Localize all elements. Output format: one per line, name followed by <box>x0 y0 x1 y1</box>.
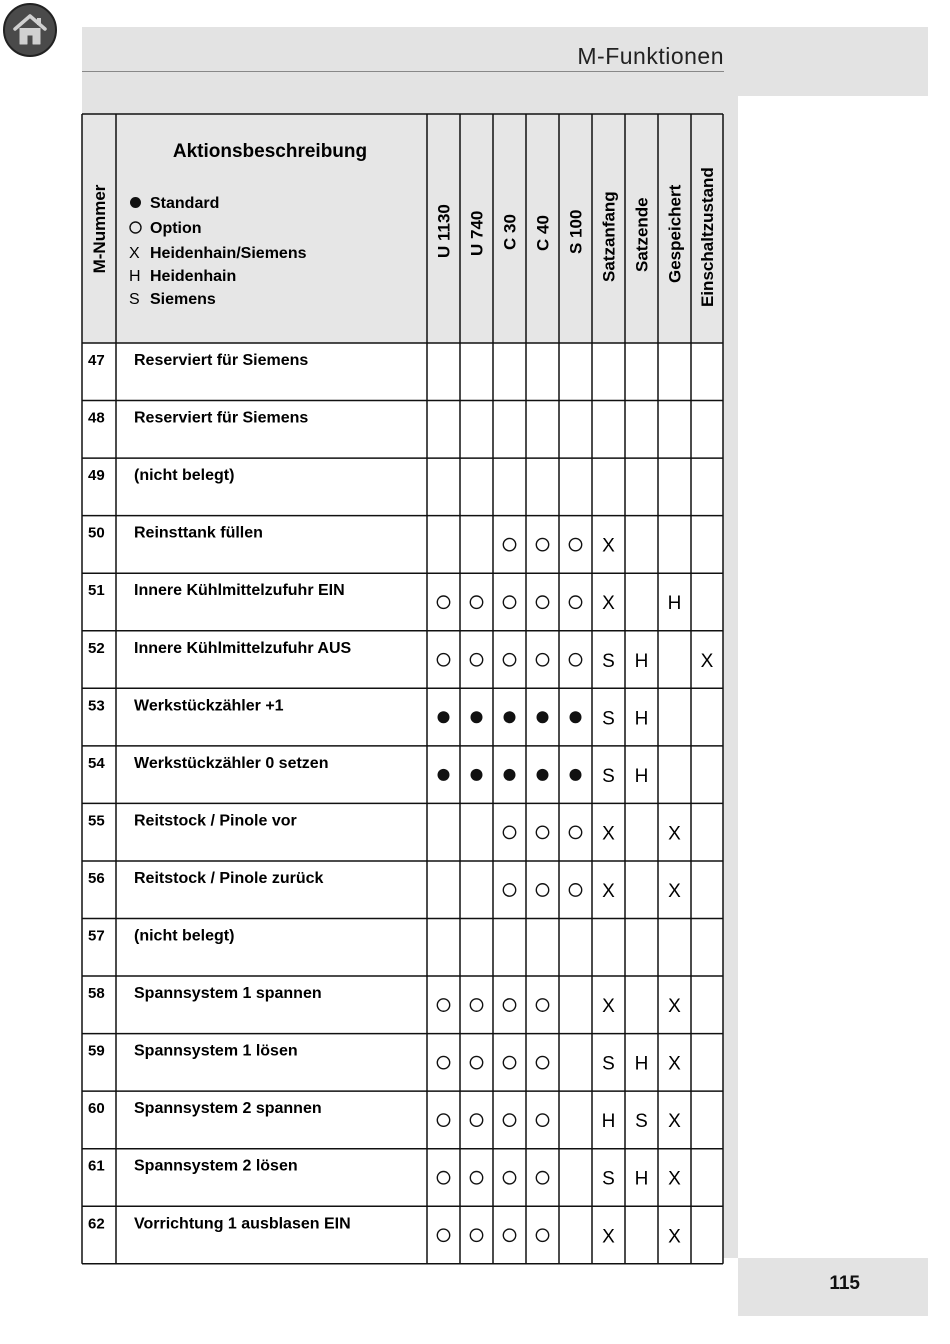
column-header: C 40 <box>533 215 553 251</box>
row-description: Spannsystem 1 lösen <box>134 1042 298 1060</box>
legend-symbol: X <box>129 245 140 262</box>
column-header: Einschaltzustand <box>698 167 717 307</box>
cell-symbol: X <box>700 650 714 672</box>
row-description: (nicht belegt) <box>134 467 235 485</box>
cell-symbol: H <box>667 593 682 615</box>
cell-symbol: X <box>668 1168 681 1190</box>
row-description: Reserviert für Siemens <box>134 352 309 369</box>
column-header: S 100 <box>566 209 586 254</box>
row-m-number: 58 <box>88 985 105 1003</box>
row-description: Werkstückzähler 0 setzen <box>134 754 329 772</box>
row-description: Innere Kühlmittelzufuhr AUS <box>134 639 352 657</box>
cell-symbol: X <box>602 593 615 615</box>
legend-symbol: S <box>129 291 140 308</box>
column-header: U 1130 <box>434 204 454 258</box>
row-description: Reitstock / Pinole zurück <box>134 869 324 887</box>
filled-dot-icon <box>471 769 483 781</box>
cell-symbol: X <box>668 1111 681 1133</box>
cell-symbol: H <box>634 1168 649 1190</box>
m-nummer-header: M-Nummer <box>90 184 109 274</box>
filled-dot-icon <box>130 197 141 208</box>
cell-symbol: H <box>634 1053 649 1075</box>
cell-symbol: X <box>602 1226 615 1248</box>
row-m-number: 49 <box>88 467 105 485</box>
column-header: U 740 <box>467 210 487 256</box>
cell-symbol: H <box>634 650 649 672</box>
row-description: Werkstückzähler +1 <box>134 697 284 715</box>
column-header: C 30 <box>500 214 520 250</box>
row-m-number: 57 <box>88 927 105 945</box>
cell-symbol: H <box>601 1111 616 1133</box>
column-header: Satzende <box>632 197 652 272</box>
filled-dot-icon <box>537 711 549 723</box>
page-title: M-Funktionen <box>577 43 724 69</box>
filled-dot-icon <box>504 711 516 723</box>
cell-symbol: S <box>602 1168 615 1190</box>
row-m-number: 53 <box>88 697 105 715</box>
row-m-number: 54 <box>88 754 105 772</box>
row-m-number: 51 <box>88 582 105 600</box>
row-description: Vorrichtung 1 ausblasen EIN <box>134 1215 351 1233</box>
row-m-number: 61 <box>88 1157 105 1175</box>
filled-dot-icon <box>537 769 549 781</box>
row-description: Reinsttank füllen <box>134 524 263 542</box>
row-description: Spannsystem 1 spannen <box>134 985 322 1003</box>
filled-dot-icon <box>471 711 483 723</box>
row-description: (nicht belegt) <box>134 927 235 945</box>
column-header: Gespeichert <box>665 184 685 283</box>
cell-symbol: S <box>602 1053 615 1075</box>
legend-item <box>129 245 307 262</box>
cell-symbol: S <box>602 650 615 672</box>
cell-symbol: S <box>602 708 615 730</box>
legend-label: Heidenhain <box>150 268 237 285</box>
page-number: 115 <box>829 1273 860 1294</box>
row-m-number: 59 <box>88 1042 105 1060</box>
row-description: Reserviert für Siemens <box>134 409 309 427</box>
filled-dot-icon <box>504 769 516 781</box>
row-description: Reitstock / Pinole vor <box>134 812 297 830</box>
legend-label: Siemens <box>150 291 216 308</box>
cell-symbol: X <box>602 880 615 902</box>
cell-symbol: X <box>668 1226 681 1248</box>
cell-symbol: H <box>634 708 649 730</box>
cell-symbol: S <box>602 765 615 787</box>
row-m-number: 47 <box>88 352 105 369</box>
row-m-number: 60 <box>88 1100 105 1118</box>
cell-symbol: X <box>668 880 681 902</box>
cell-symbol: X <box>602 996 615 1018</box>
cell-symbol: S <box>635 1111 648 1133</box>
cell-symbol: X <box>668 823 681 845</box>
row-description: Innere Kühlmittelzufuhr EIN <box>134 582 345 600</box>
row-description: Spannsystem 2 spannen <box>134 1100 322 1118</box>
filled-dot-icon <box>570 711 582 723</box>
row-m-number: 50 <box>88 524 105 542</box>
description-header: Aktionsbeschreibung <box>172 141 368 162</box>
row-m-number: 48 <box>88 409 105 427</box>
filled-dot-icon <box>438 711 450 723</box>
row-description: Spannsystem 2 lösen <box>134 1157 298 1175</box>
legend-symbol: H <box>129 268 141 285</box>
legend-label: Heidenhain/Siemens <box>150 245 307 262</box>
cell-symbol: H <box>634 765 649 787</box>
cell-symbol: X <box>668 1053 681 1075</box>
legend-label: Option <box>150 220 202 237</box>
row-m-number: 52 <box>88 639 105 657</box>
filled-dot-icon <box>570 769 582 781</box>
cell-symbol: X <box>602 535 615 557</box>
page-number-band <box>738 1258 928 1316</box>
row-m-number: 56 <box>88 869 105 887</box>
column-header: Satzanfang <box>599 191 619 282</box>
filled-dot-icon <box>438 769 450 781</box>
row-m-number: 62 <box>88 1215 105 1233</box>
legend-label: Standard <box>150 195 220 212</box>
cell-symbol: X <box>602 823 615 845</box>
row-m-number: 55 <box>88 812 105 830</box>
cell-symbol: X <box>668 996 681 1018</box>
